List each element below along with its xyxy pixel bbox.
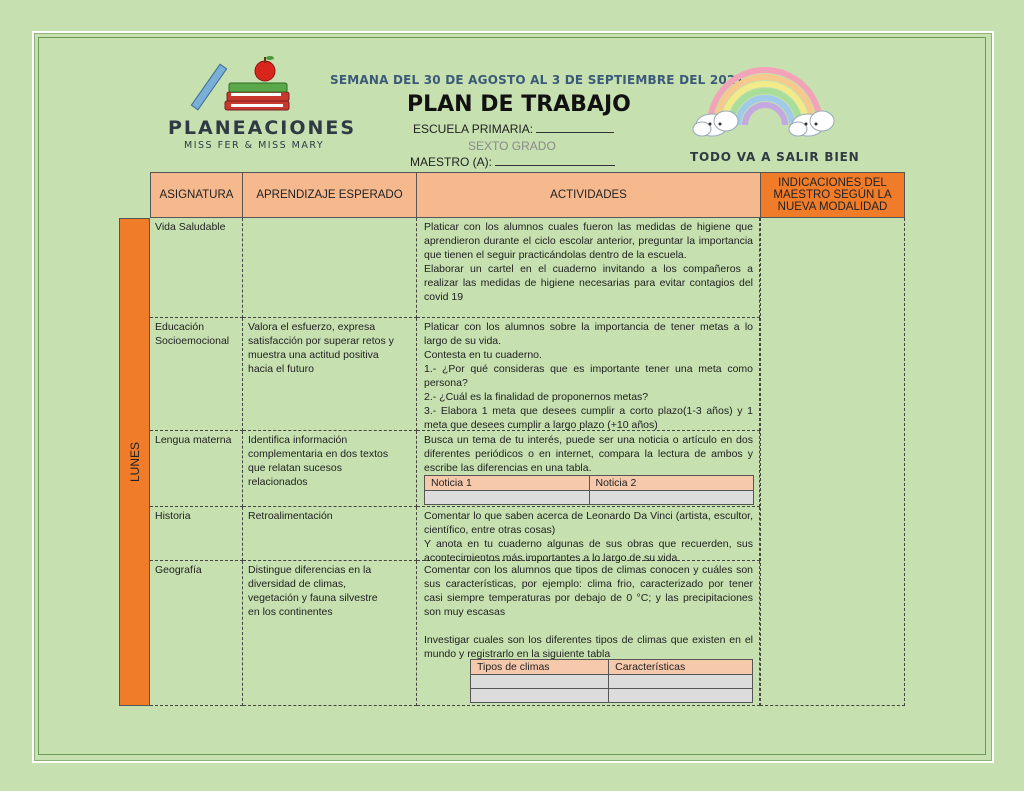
- grade-label: SEXTO GRADO: [468, 139, 556, 153]
- school-label: ESCUELA PRIMARIA:: [413, 122, 534, 136]
- activity-text: Platicar con los alumnos cuales fueron las medidas de higiene que aprendieron durante el ciclo escolar anterior, preguntar la importancia que tienen el seguir practicándolas dentro de la escuela.: [424, 221, 753, 261]
- row-expected: Distingue diferencias en la diversidad de climas, vegetación y fauna silvestre en los continentes: [243, 561, 417, 706]
- row-activities: [417, 431, 760, 507]
- header-expected: APRENDIZAJE ESPERADO: [242, 172, 417, 218]
- header-indications: INDICACIONES DEL MAESTRO SEGÚN LA NUEVA MODALIDAD: [760, 172, 905, 218]
- news-compare-table: [424, 475, 754, 505]
- week-range: SEMANA DEL 30 DE AGOSTO AL 3 DE SEPTIEMBRE DEL 2021: [330, 73, 745, 87]
- school-blank-line: [536, 122, 614, 133]
- row-subject: Vida Saludable: [150, 218, 243, 318]
- day-label: LUNES: [127, 441, 142, 483]
- row-activities: [417, 561, 760, 706]
- subtable-header: Noticia 2: [589, 476, 754, 491]
- activity-text: Comentar lo que saben acerca de Leonardo Da Vinci (artista, escultor, científico, entre otras cosas): [424, 510, 753, 536]
- day-column: [119, 218, 150, 706]
- row-activities: [417, 507, 760, 564]
- subtable-cell: [609, 675, 753, 689]
- activity-text: Comentar con los alumnos que tipos de climas conocen y cuáles son sus características, por ejemplo: clima frio, caracterizado por tener casi siempre temperaturas por debajo de 0 °C; y las precipitaciones son muy escasas: [424, 564, 753, 618]
- climate-types-table: [470, 659, 753, 703]
- subtable-header: Tipos de climas: [471, 660, 609, 675]
- logo-subtitle: MISS FER & MISS MARY: [184, 140, 325, 151]
- header-subject: ASIGNATURA: [150, 172, 243, 218]
- subtable-cell: [609, 689, 753, 703]
- teacher-label: MAESTRO (A):: [410, 155, 493, 169]
- page-title: PLAN DE TRABAJO: [407, 92, 631, 117]
- row-subject: Lengua materna: [150, 431, 243, 507]
- row-subject: Geografía: [150, 561, 243, 706]
- activity-text: 3.- Elabora 1 meta que desees cumplir a corto plazo(1-3 años) y 1 meta que desees cumplir a largo plazo (+10 años): [424, 405, 753, 431]
- row-activities: [417, 218, 760, 318]
- activity-text: Elaborar un cartel en el cuaderno invitando a los compañeros a realizar las medidas de higiene necesarias para evitar contagios del covid 19: [424, 263, 753, 303]
- indications-cell: [760, 218, 905, 706]
- row-expected: Valora el esfuerzo, expresa satisfacción por superar retos y muestra una actitud positiva hacia el futuro: [243, 318, 417, 431]
- row-subject: Educación Socioemocional: [150, 318, 243, 431]
- activity-text: Platicar con los alumnos sobre la importancia de tener metas a lo largo de su vida.: [424, 321, 753, 347]
- row-activities: [417, 318, 760, 431]
- activity-text: Y anota en tu cuaderno algunas de sus obras que recuerden, sus acontecimientos más importantes a lo largo de su vida: [424, 538, 753, 564]
- activity-text: Investigar cuales son los diferentes tipos de climas que existen en el mundo y registrarlo en la siguiente tabla: [424, 634, 753, 660]
- subtable-cell: [425, 491, 590, 505]
- subtable-cell: [471, 689, 609, 703]
- activity-text: 1.- ¿Por qué consideras que es importante tener una meta como persona?: [424, 363, 753, 389]
- subtable-cell: [589, 491, 754, 505]
- teacher-blank-line: [495, 155, 615, 166]
- row-expected: Identifica información complementaria en dos textos que relatan sucesos relacionados: [243, 431, 417, 507]
- plan-table: [150, 218, 905, 706]
- row-expected: [243, 218, 417, 318]
- subtable-header: Noticia 1: [425, 476, 590, 491]
- logo-title: PLANEACIONES: [168, 117, 357, 139]
- activity-text: 2.- ¿Cuál es la finalidad de proponernos metas?: [424, 391, 649, 403]
- row-subject: Historia: [150, 507, 243, 561]
- subtable-cell: [471, 675, 609, 689]
- header-activities: ACTIVIDADES: [416, 172, 761, 218]
- teacher-field: [410, 155, 615, 169]
- subtable-header: Características: [609, 660, 753, 675]
- activity-text: Busca un tema de tu interés, puede ser una noticia o artículo en dos diferentes periódicos o en internet, compara la lectura de ambos y escribe las diferencias en una tabla.: [424, 434, 753, 474]
- rainbow-clouds-icon: [690, 55, 840, 145]
- activity-text: Contesta en tu cuaderno.: [424, 349, 542, 361]
- row-expected: Retroalimentación: [243, 507, 417, 561]
- school-field: [413, 122, 614, 136]
- motto-text: TODO VA A SALIR BIEN: [690, 150, 860, 164]
